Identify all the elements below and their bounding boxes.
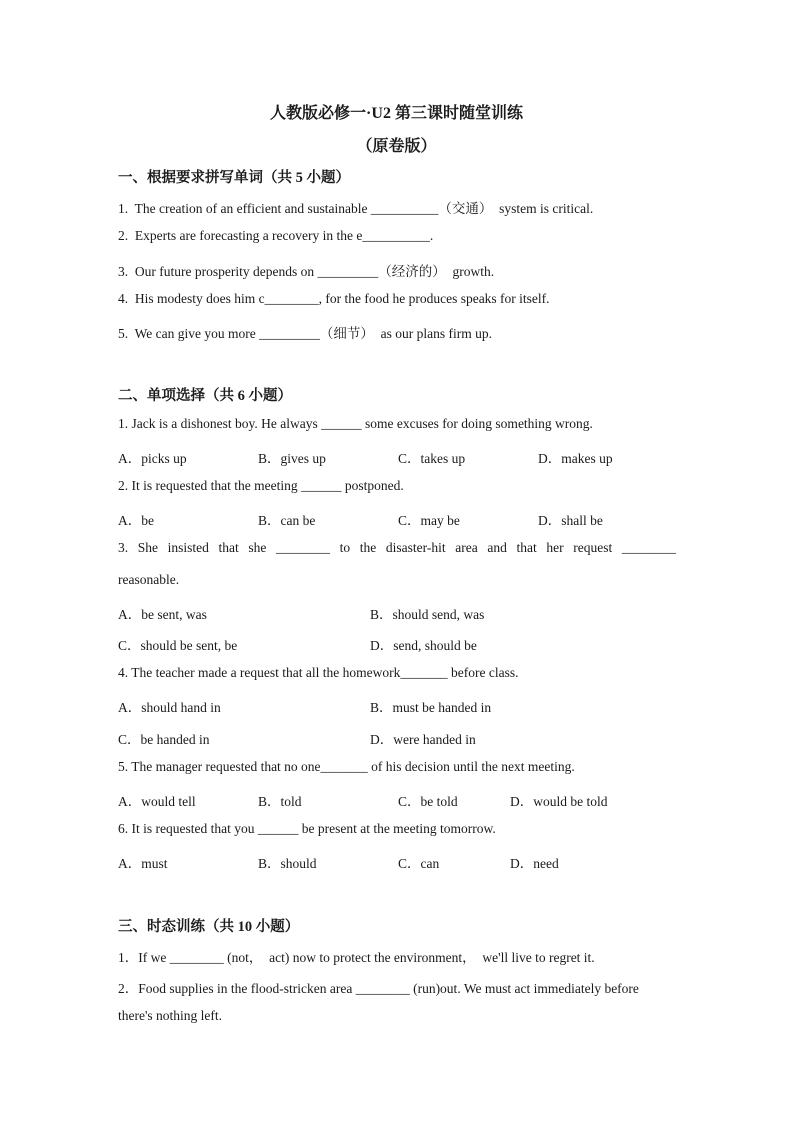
tense-item-2-continuation: there's nothing left.: [118, 1008, 223, 1023]
q3-word: the: [359, 540, 377, 555]
q2-option-c: C．may be: [398, 513, 460, 528]
section-heading-choice: 二、单项选择（共 6 小题）: [118, 388, 292, 404]
spelling-item-2: 2. Experts are forecasting a recovery in the e__________.: [118, 228, 434, 243]
spelling-item-3: 3. Our future prosperity depends on _________（经济的） growth.: [118, 264, 495, 279]
q3-blank: ________: [276, 540, 331, 555]
q1-option-c: C．takes up: [398, 451, 466, 466]
q2-option-b: B．can be: [258, 513, 316, 528]
choice-question-2: 2. It is requested that the meeting ______ postponed.: [118, 478, 404, 493]
q3-word: and: [487, 540, 507, 555]
q5-option-d: D．would be told: [510, 794, 608, 809]
section-heading-tense: 三、时态训练（共 10 小题）: [118, 919, 300, 935]
document-title: 人教版必修一·U2 第三课时随堂训练: [270, 105, 523, 122]
q3-option-a: A．be sent, was: [118, 607, 207, 622]
q2-option-a: A．be: [118, 513, 154, 528]
choice-question-3: [118, 540, 676, 556]
q3-word: she: [248, 540, 267, 555]
document-subtitle: （原卷版）: [356, 138, 437, 155]
q4-option-a: A．should hand in: [118, 700, 221, 715]
q3-word: She: [137, 540, 158, 555]
q1-option-d: D．makes up: [538, 451, 613, 466]
q3-word: that: [516, 540, 537, 555]
tense-item-1: 1．If we ________ (not， act) now to protect the environment， we'll live to regret it.: [118, 950, 595, 965]
choice-question-5: 5. The manager requested that no one_______ of his decision until the next meeting.: [118, 759, 575, 774]
q6-option-c: C．can: [398, 856, 440, 871]
q4-option-b: B．must be handed in: [370, 700, 492, 715]
q3-blank: ________: [621, 540, 676, 555]
spelling-item-4: 4. His modesty does him c________, for the food he produces speaks for itself.: [118, 291, 550, 306]
q3-word: insisted: [167, 540, 209, 555]
section-heading-spelling: 一、根据要求拼写单词（共 5 小题）: [118, 170, 350, 186]
q3-option-b: B．should send, was: [370, 607, 485, 622]
q1-option-b: B．gives up: [258, 451, 326, 466]
q3-option-c: C．should be sent, be: [118, 638, 238, 653]
q6-option-a: A．must: [118, 856, 168, 871]
q3-word: request: [573, 540, 613, 555]
choice-question-3-continuation: reasonable.: [118, 572, 180, 587]
q5-option-c: C．be told: [398, 794, 458, 809]
choice-question-6: 6. It is requested that you ______ be present at the meeting tomorrow.: [118, 821, 496, 836]
q6-option-b: B．should: [258, 856, 317, 871]
q3-word: to: [339, 540, 351, 555]
spelling-item-1: 1. The creation of an efficient and sustainable __________（交通） system is critical.: [118, 201, 594, 216]
tense-item-2: 2．Food supplies in the flood-stricken area ________ (run)out. We must act immediately before: [118, 981, 639, 996]
q5-option-b: B．told: [258, 794, 302, 809]
q3-option-d: D．send, should be: [370, 638, 477, 653]
q3-word: disaster-hit: [385, 540, 446, 555]
q3-word: 3.: [118, 540, 129, 555]
q6-option-d: D．need: [510, 856, 559, 871]
q2-option-d: D．shall be: [538, 513, 603, 528]
q3-word: that: [218, 540, 239, 555]
q4-option-d: D．were handed in: [370, 732, 476, 747]
q1-option-a: A．picks up: [118, 451, 187, 466]
choice-question-1: 1. Jack is a dishonest boy. He always ______ some excuses for doing something wrong.: [118, 416, 593, 431]
q3-word: her: [546, 540, 564, 555]
q3-word: area: [455, 540, 478, 555]
q5-option-a: A．would tell: [118, 794, 196, 809]
q4-option-c: C．be handed in: [118, 732, 210, 747]
spelling-item-5: 5. We can give you more _________（细节） as our plans firm up.: [118, 326, 492, 341]
choice-question-4: 4. The teacher made a request that all the homework_______ before class.: [118, 665, 519, 680]
